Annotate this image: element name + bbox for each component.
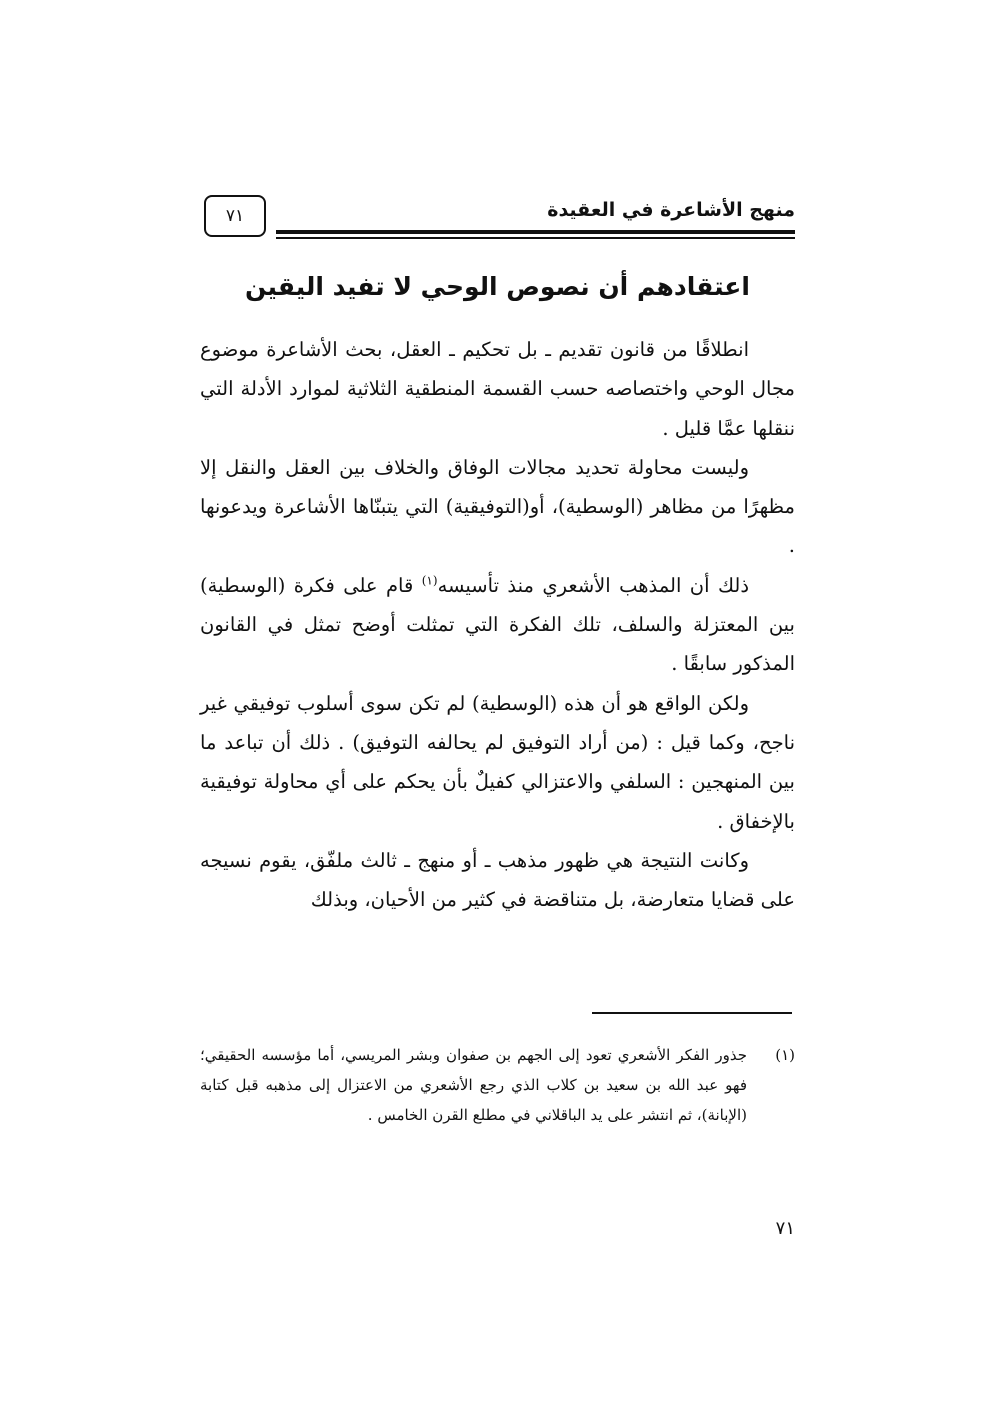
footnote <box>200 1040 795 1130</box>
footnote-separator <box>592 1012 792 1014</box>
footer-page-number: ٧١ <box>775 1218 795 1239</box>
footnote-reference-mark: (١) <box>421 573 438 588</box>
header-rule-thin <box>276 237 795 239</box>
paragraph-2: وليست محاولة تحديد مجالات الوفاق والخلاف بين العقل والنقل إلا مظهرًا من مظاهر (الوسطية)، أو(التوفيقية) التي يتبنّاها الأشاعرة ويدعونها . <box>200 455 795 558</box>
paragraph-3-lead: ذلك أن المذهب الأشعري منذ تأسيسه <box>437 573 750 597</box>
page-header <box>200 195 795 245</box>
paragraph-5: وكانت النتيجة هي ظهور مذهب ـ أو منهج ـ ثالث ملفّق، يقوم نسيجه على قضايا متعارضة، بل متناقضة في كثير من الأحيان، وبذلك <box>200 848 795 912</box>
paragraph-3-after-mark: قام على فكرة <box>293 573 422 597</box>
header-page-number: ٧١ <box>204 195 266 237</box>
footnote-text: جذور الفكر الأشعري تعود إلى الجهم بن صفوان وبشر المريسي، أما مؤسسه الحقيقي؛ فهو عبد الله بن سعيد بن كلاب الذي رجع الأشعري من الاعتزال إلى مذهبه قبل كتابة (الإبانة)، ثم انتشر على يد الباقلاني في مطلع القرن الخامس . <box>200 1046 747 1124</box>
chapter-title: اعتقادهم أن نصوص الوحي لا تفيد اليقين <box>245 272 750 301</box>
paragraph-3-rest: (الوسطية) بين المعتزلة والسلف، تلك الفكرة التي تمثلت أوضح تمثل في القانون المذكور سابقًا . <box>200 573 795 676</box>
running-title: منهج الأشاعرة في العقيدة <box>547 199 795 221</box>
paragraph-4: ولكن الواقع هو أن هذه (الوسطية) لم تكن سوى أسلوب توفيقي غير ناجح، وكما قيل : (من أراد التوفيق لم يحالفه التوفيق) . ذلك أن تباعد ما بين المنهجين : السلفي والاعتزالي كفيلٌ بأن يحكم على أي محاولة توفيقية بالإخفاق . <box>200 691 795 833</box>
paragraph-1: انطلاقًا من قانون تقديم ـ بل تحكيم ـ العقل، بحث الأشاعرة موضوع مجال الوحي واختصاصه حسب القسمة المنطقية الثلاثية لموارد الأدلة التي ننقلها عمَّا قليل . <box>200 338 795 440</box>
body-text <box>200 330 795 919</box>
paragraph-3 <box>200 566 795 684</box>
header-rule-thick <box>276 230 795 234</box>
footnote-number: (١) <box>775 1046 795 1064</box>
